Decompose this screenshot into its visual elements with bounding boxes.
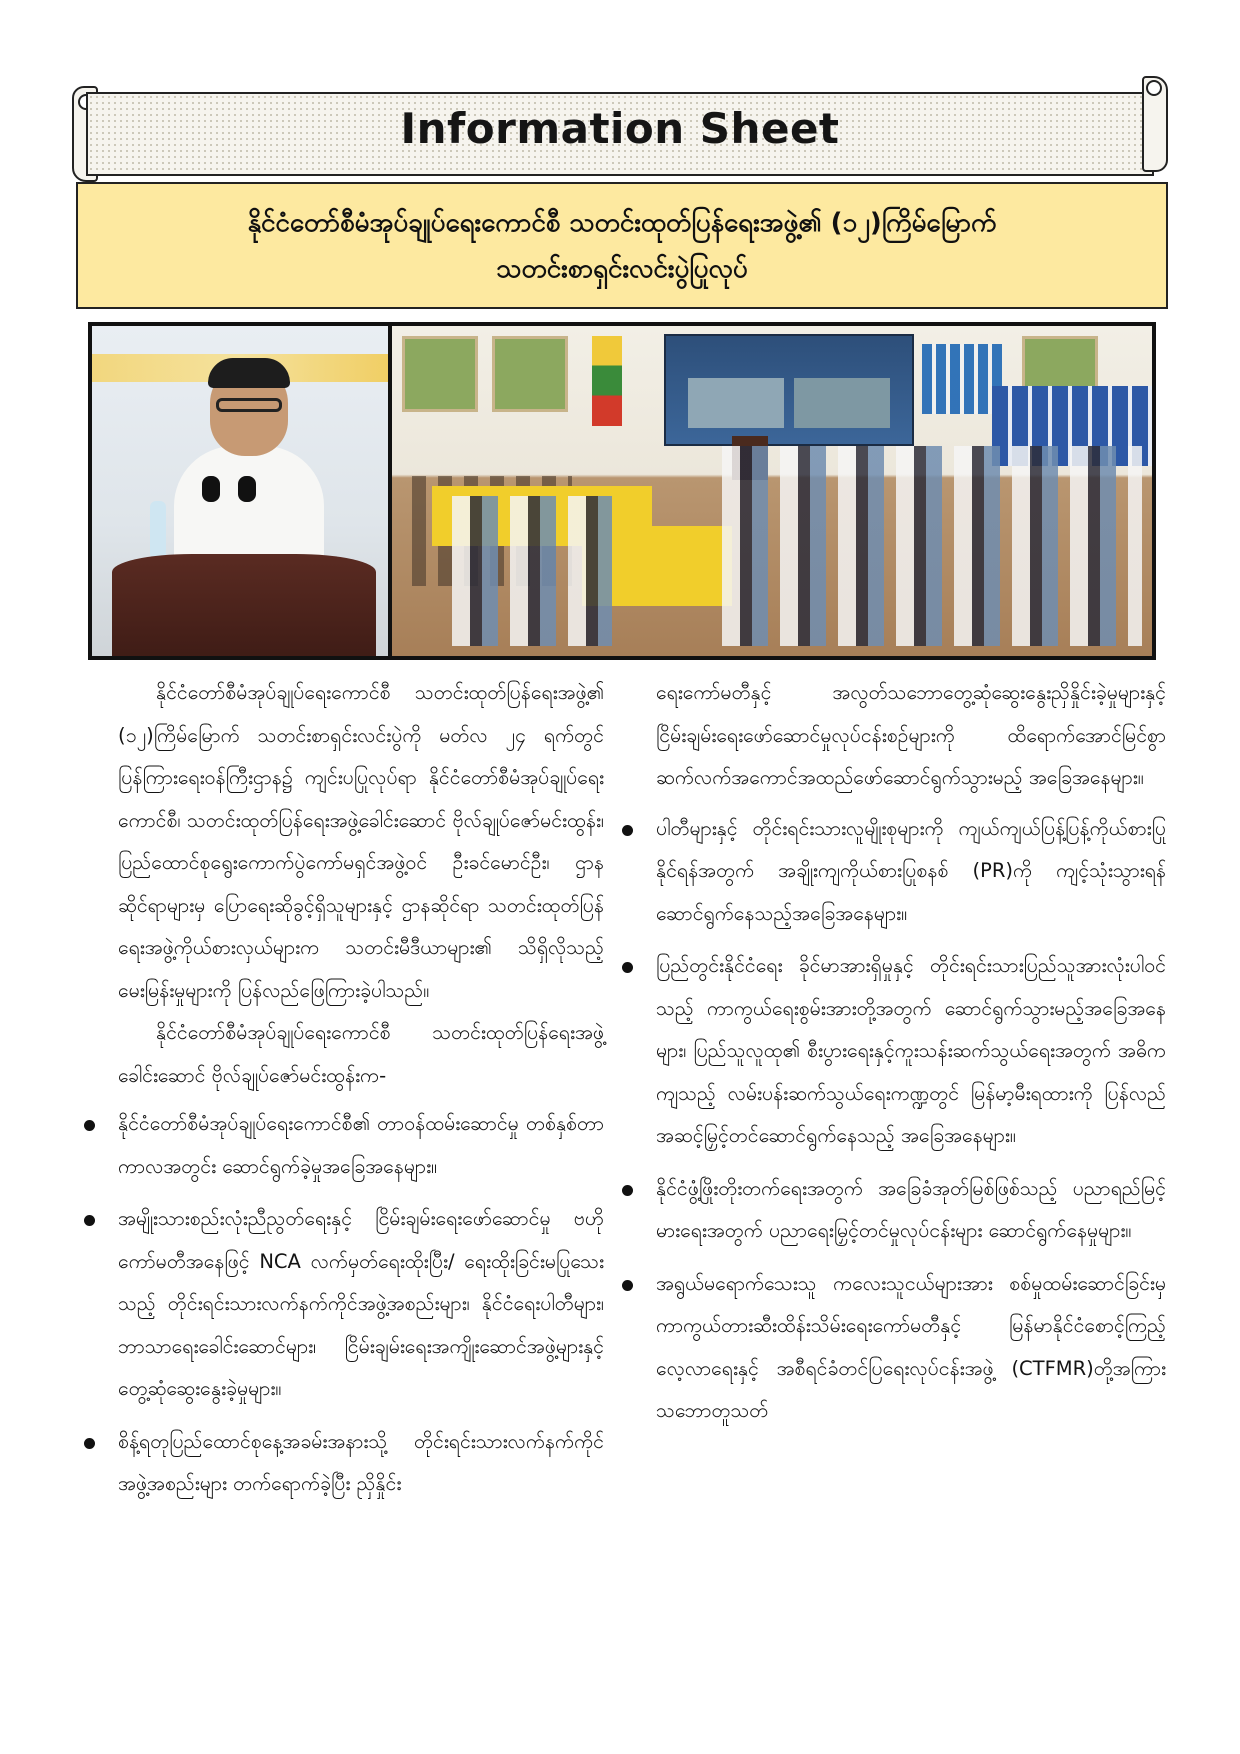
speaker-paragraph: နိုင်ငံတော်စီမံအုပ်ချုပ်ရေးကောင်စီ သတင်းထုတ်ပြန်ရေးအဖွဲ့ခေါင်းဆောင် ဗိုလ်ချုပ်ဇော်မင်းထွန်းက- [118, 1021, 604, 1087]
bullet-icon [84, 1438, 95, 1449]
headline-line-2: သတင်းစာရှင်းလင်းပွဲပြုလုပ် [496, 253, 748, 284]
intro-paragraph: နိုင်ငံတော်စီမံအုပ်ချုပ်ရေးကောင်စီ သတင်းထုတ်ပြန်ရေးအဖွဲ့၏ (၁၂)ကြိမ်မြောက် သတင်းစာရှင်းလင်းပွဲကို မတ်လ ၂၄ ရက်တွင် ပြန်ကြားရေးဝန်ကြီးဌာန၌ ကျင်းပပြုလုပ်ရာ နိုင်ငံတော်စီမံအုပ်ချုပ်ရေးကောင်စီ၊ သတင်းထုတ်ပြန်ရေးအဖွဲ့ခေါင်းဆောင် ဗိုလ်ချုပ်ဇော်မင်းထွန်း၊ ပြည်ထောင်စုရွေးကောက်ပွဲကော်မရှင်အဖွဲ့ဝင် ဦးခင်မောင်ဦး၊ ဌာနဆိုင်ရာများမှ ပြောရေးဆိုခွင့်ရှိသူများနှင့် ဌာနဆိုင်ရာ သတင်းထုတ်ပြန်ရေးအဖွဲ့ကိုယ်စားလှယ်များက သတင်းမီဒီယာများ၏ သိရှိလိုသည့်မေးမြန်းမှုများကို ပြန်လည်ဖြေကြားခဲ့ပါသည်။ [118, 681, 604, 1002]
conference-photo [388, 322, 1156, 660]
headline-line-1: နိုင်ငံတော်စီမံအုပ်ချုပ်ရေးကောင်စီ သတင်းထုတ်ပြန်ရေးအဖွဲ့၏ (၁၂)ကြိမ်မြောက် [247, 207, 997, 238]
right-bullet-list [656, 808, 1166, 1433]
list-item: ပြည်တွင်းနိုင်ငံရေး ခိုင်မာအားရှိမှုနှင့် တိုင်းရင်းသားပြည်သူအားလုံးပါဝင်သည့် ကာကွယ်ရေးစွမ်းအားတို့အတွက် ဆောင်ရွက်သွားမည့်အခြေအနေများ၊ ပြည်သူလူထု၏ စီးပွားရေးနှင့်ကူးသန်းဆက်သွယ်ရေးအတွက် အဓိကကျသည့် လမ်းပန်းဆက်သွယ်ရေးကဏ္ဍတွင် မြန်မာ့မီးရထားကို ပြန်လည်အဆင့်မြှင့်တင်ဆောင်ရွက်နေသည့် အခြေအနေများ။ [656, 945, 1166, 1158]
list-item: နိုင်ငံဖွံ့ဖြိုးတိုးတက်ရေးအတွက် အခြေခံအုတ်မြစ်ဖြစ်သည့် ပညာရည်မြင့်မားရေးအတွက် ပညာရေးမြှင့်တင်မှုလုပ်ငန်းများ ဆောင်ရွက်နေမှုများ။ [656, 1168, 1166, 1253]
bullet-icon [84, 1215, 95, 1226]
list-item: နိုင်ငံတော်စီမံအုပ်ချုပ်ရေးကောင်စီ၏ တာဝန်ထမ်းဆောင်မှု တစ်နှစ်တာကာလအတွင်း ဆောင်ရွက်ခဲ့မှုအခြေအနေများ။ [118, 1103, 604, 1188]
bullet-icon [622, 825, 633, 836]
list-item: အမျိုးသားစည်းလုံးညီညွတ်ရေးနှင့် ငြိမ်းချမ်းရေးဖော်ဆောင်မှု ဗဟိုကော်မတီအနေဖြင့် NCA လက်မှတ်ရေးထိုးပြီး/ ရေးထိုးခြင်းမပြုသေးသည့် တိုင်းရင်းသားလက်နက်ကိုင်အဖွဲ့အစည်းများ၊ နိုင်ငံရေးပါတီများ၊ ဘာသာရေးခေါင်းဆောင်များ၊ ငြိမ်းချမ်းရေးအကျိုးဆောင်အဖွဲ့များနှင့် တွေ့ဆုံဆွေးနွေးခဲ့မှုများ။ [118, 1198, 604, 1411]
bullet-icon [622, 1280, 633, 1291]
page-title: Information Sheet [400, 104, 840, 153]
list-item: ပါတီများနှင့် တိုင်းရင်းသားလူမျိုးစုများကို ကျယ်ကျယ်ပြန့်ပြန့်ကိုယ်စားပြုနိုင်ရန်အတွက် အချိုးကျကိုယ်စားပြုစနစ် (PR)ကို ကျင့်သုံးသွားရန် ဆောင်ရွက်နေသည့်အခြေအနေများ။ [656, 808, 1166, 936]
list-item: အရွယ်မရောက်သေးသူ ကလေးသူငယ်များအား စစ်မှုထမ်းဆောင်ခြင်းမှ ကာကွယ်တားဆီးထိန်းသိမ်းရေးကော်မတီနှင့် မြန်မာနိုင်ငံစောင့်ကြည့်လေ့လာရေးနှင့် အစီရင်ခံတင်ပြရေးလုပ်ငန်းအဖွဲ့ (CTFMR)တို့အကြား သဘောတူသတ် [656, 1263, 1166, 1433]
speaker-photo [88, 322, 392, 660]
bullet-icon [622, 1185, 633, 1196]
left-column [118, 672, 604, 1516]
bullet-icon [84, 1120, 95, 1131]
bullet-icon [622, 962, 633, 973]
right-column [656, 672, 1166, 1443]
list-item: စိန့်ရတုပြည်ထောင်စုနေ့အခမ်းအနားသို့ တိုင်းရင်းသားလက်နက်ကိုင်အဖွဲ့အစည်းများ တက်ရောက်ခဲ့ပြီး ညှိနှိုင်း [118, 1421, 604, 1506]
left-bullet-list [118, 1103, 604, 1506]
title-banner [72, 86, 1168, 182]
continuation-paragraph: ရေးကော်မတီနှင့် အလွတ်သဘောတွေ့ဆုံဆွေးနွေးညှိနှိုင်းခဲ့မှုများနှင့် ငြိမ်းချမ်းရေးဖော်ဆောင်မှုလုပ်ငန်းစဉ်များကို ထိရောက်အောင်မြင်စွာ ဆက်လက်အကောင်အထည်ဖော်ဆောင်ရွက်သွားမည့် အခြေအနေများ။ [656, 681, 1166, 789]
headline-box [76, 182, 1168, 309]
